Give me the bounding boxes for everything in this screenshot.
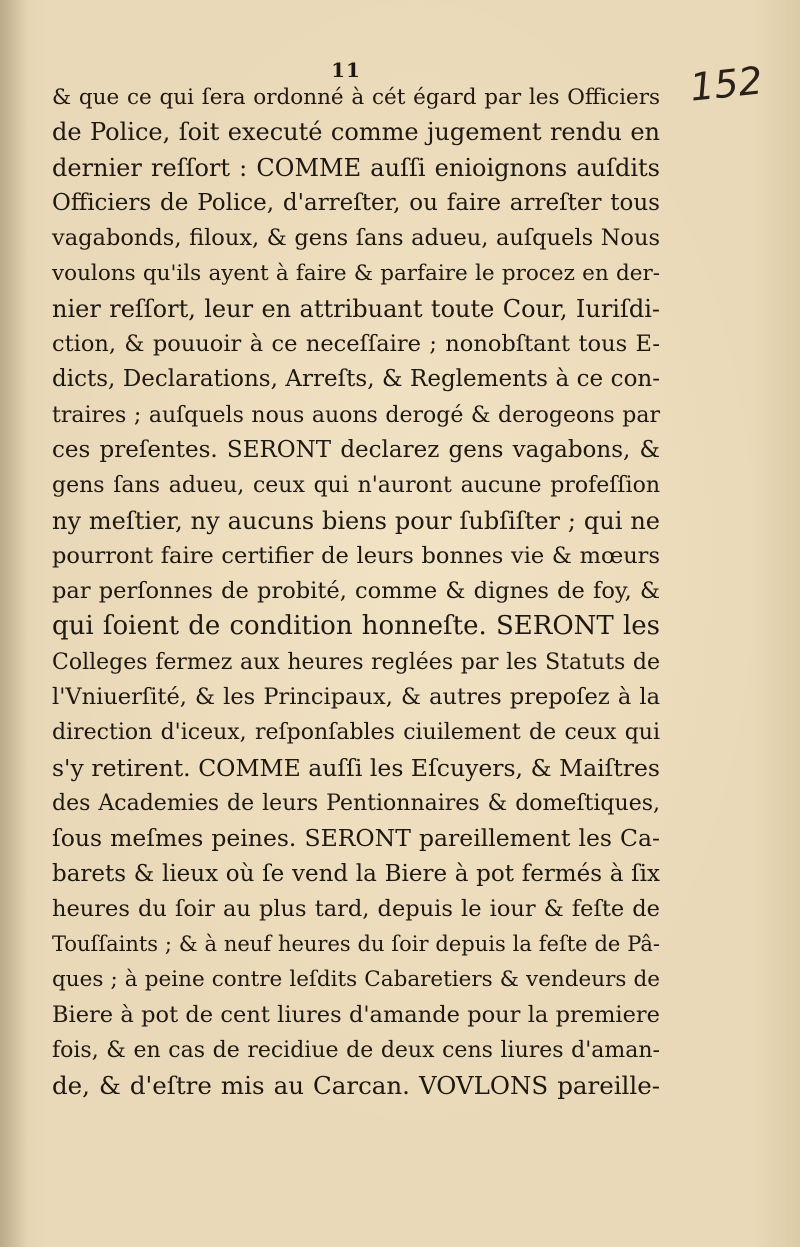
text-line: ſous meſmes peines. SERONT pareillement les Ca- <box>52 824 660 853</box>
text-line: ques ; à peine contre leſdits Cabaretiers & vendeurs de <box>52 967 660 993</box>
text-line: ny meſtier, ny aucuns biens pour ſubſiſter ; qui ne <box>52 506 660 535</box>
text-line: dicts, Declarations, Arreſts, & Reglements à ce con- <box>52 366 660 393</box>
text-line: s'y retirent. COMME auſſi les Eſcuyers, & Maiſtres <box>52 753 660 782</box>
text-line: des Academies de leurs Pentionnaires & domeſtiques, <box>52 790 660 816</box>
text-line: dernier reſſort : COMME auſſi enioignons auſdits <box>52 153 660 182</box>
text-line: vagabonds, filoux, & gens ſans adueu, auſquels Nous <box>52 225 660 252</box>
text-line: ction, & pouuoir à ce neceſſaire ; nonobſtant tous E- <box>52 331 660 358</box>
page-number: 11 <box>331 58 361 82</box>
text-line: ces preſentes. SERONT declarez gens vagabons, & <box>52 436 660 463</box>
gutter-shadow <box>0 0 28 1247</box>
text-line: de, & d'eſtre mis au Carcan. VOVLONS pareille- <box>52 1071 660 1101</box>
text-line: nier reſſort, leur en attribuant toute Cour, Iuriſdi- <box>52 294 660 323</box>
text-line: par perſonnes de probité, comme & dignes de foy, & <box>52 578 660 605</box>
text-line: pourront faire certifier de leurs bonnes vie & mœurs <box>52 542 660 569</box>
text-line: Touſſaints ; & à neuf heures du ſoir depuis la feſte de Pâ- <box>52 932 660 957</box>
text-line: de Police, ſoit executé comme jugement rendu en <box>52 118 660 147</box>
handwritten-folio-number: 152 <box>687 58 765 110</box>
text-line: qui ſoient de condition honneſte. SERONT les <box>52 611 660 642</box>
text-line: gens ſans adueu, ceux qui n'auront aucune profeſſion <box>52 473 660 499</box>
text-line: & que ce qui ſera ordonné à cét égard par les Officiers <box>52 85 660 110</box>
text-line: traires ; auſquels nous auons derogé & derogeons par <box>52 402 660 428</box>
text-line: Officiers de Police, d'arreſter, ou faire arreſter tous <box>52 189 660 216</box>
text-line: l'Vniuerſité, & les Principaux, & autres prepoſez à la <box>52 684 660 711</box>
text-line: direction d'iceux, reſponſables ciuilement de ceux qui <box>52 720 660 746</box>
text-line: barets & lieux où ſe vend la Biere à pot fermés à ſix <box>52 860 660 887</box>
body-text <box>52 80 660 1104</box>
text-line: Colleges fermez aux heures reglées par les Statuts de <box>52 649 660 675</box>
text-line: Biere à pot de cent liures d'amande pour la premiere <box>52 1001 660 1028</box>
text-line: voulons qu'ils ayent à faire & parfaire le procez en der- <box>52 261 660 287</box>
text-line: fois, & en cas de recidiue de deux cens liures d'aman- <box>52 1038 660 1064</box>
text-line: heures du ſoir au plus tard, depuis le iour & feſte de <box>52 895 660 922</box>
